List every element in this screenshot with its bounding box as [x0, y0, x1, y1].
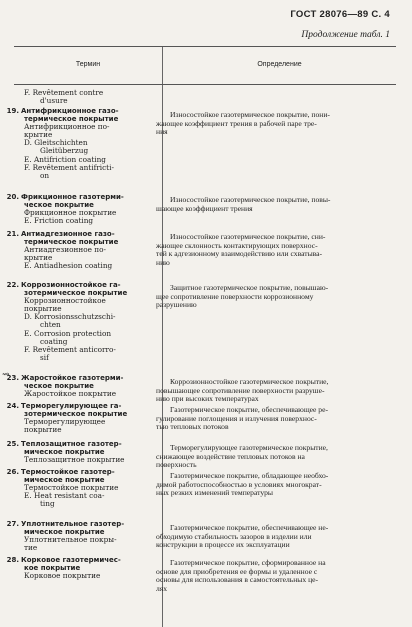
definition-line: лях: [156, 584, 168, 593]
term-line: [2, 164, 147, 172]
term-line: [2, 492, 147, 500]
term-line: [2, 123, 147, 131]
term-line: [2, 402, 147, 410]
definition-line: конструкции в процессе их эксплуатации: [156, 541, 290, 550]
definition-cell: [156, 284, 378, 310]
term-text: ческое покрытие: [24, 382, 94, 391]
term-line: [2, 520, 147, 528]
term-line: [2, 476, 147, 484]
term-line: [2, 289, 147, 297]
definition-line: Газотермическое покрытие, обладающее необхо-: [170, 472, 329, 480]
definition-line: гулирование поглощения и излучения поверхнос-: [156, 414, 317, 423]
term-text: термическое покрытие: [24, 115, 119, 124]
definition-line: шающее коэффициент трения: [156, 204, 253, 213]
term-number: 27.: [6, 520, 19, 528]
definition-line: повышающее сопротивление поверхности разруше-: [156, 386, 325, 395]
term-line: [2, 246, 147, 254]
term-number: 26.: [6, 468, 19, 476]
definition-line: жающее коэффициент трения в рабочей паре тре-: [156, 119, 317, 128]
term-number: 24.: [6, 402, 19, 410]
term-line: [2, 382, 147, 390]
term-text: термическое покрытие: [24, 238, 119, 247]
term-line: [2, 484, 147, 492]
definition-cell: [156, 444, 378, 470]
term-text: sif: [40, 353, 49, 362]
term-cell: [2, 556, 147, 580]
term-line: [2, 374, 147, 382]
table-continuation-label: Продолжение табл. 1: [301, 30, 390, 40]
term-line: [2, 440, 147, 448]
definition-line: нию: [156, 258, 170, 267]
term-text: крытие: [24, 131, 53, 140]
term-line: [2, 390, 147, 398]
term-line: [2, 115, 147, 123]
term-number: 20.: [6, 193, 19, 201]
term-number: 21.: [6, 230, 19, 238]
term-text: Фрикционное покрытие: [24, 209, 117, 218]
term-text: мическое покрытие: [24, 448, 105, 457]
term-cell: [2, 402, 147, 434]
term-line: [2, 556, 147, 564]
column-header-definition: Определение: [257, 61, 302, 68]
definition-line: тью тепловых потоков: [156, 423, 229, 432]
term-text: D. Gleitschichten: [24, 139, 88, 148]
column-header-terms: Термин: [75, 61, 101, 68]
term-text: F. Revêtement antifricti-: [24, 163, 114, 172]
term-text: Терморегулирующее га-: [21, 402, 122, 410]
term-line: [2, 321, 147, 329]
margin-mark: ⇝: [2, 370, 10, 380]
definition-line: ния: [156, 128, 168, 137]
term-number: 22.: [6, 281, 19, 289]
term-cell: [2, 520, 147, 552]
term-text: Gleitüberzug: [40, 147, 89, 156]
definition-line: обходимую стабильность зазоров в изделии или: [156, 532, 312, 541]
term-line: [2, 410, 147, 418]
term-text: Термостойкое покрытие: [24, 484, 119, 493]
term-number: 19.: [6, 107, 19, 115]
term-line: [2, 354, 147, 362]
term-text: Теплозащитное газотер-: [21, 440, 122, 448]
term-text: крытие: [24, 254, 53, 263]
term-text: E. Antifriction coating: [24, 155, 106, 164]
term-line: [2, 448, 147, 456]
term-number: 28.: [6, 556, 19, 564]
term-number: 25.: [6, 440, 19, 448]
term-text: зотермическое покрытие: [24, 410, 128, 419]
term-line: [2, 544, 147, 552]
term-text: Корковое покрытие: [24, 572, 101, 581]
term-text: ting: [40, 500, 55, 509]
definition-cell: [156, 196, 378, 213]
term-line: [2, 254, 147, 262]
term-line: [2, 217, 147, 225]
term-line: [2, 107, 147, 115]
definition-line: основы для использования в самостоятельных це-: [156, 576, 319, 585]
term-text: ческое покрытие: [24, 201, 94, 210]
term-line: [2, 426, 147, 434]
definition-cell: [156, 111, 378, 137]
term-text: Антифрикционное газо-: [21, 107, 119, 115]
definition-line: ных резких изменений температуры: [156, 489, 274, 498]
term-line: [2, 139, 147, 147]
definition-line: Износостойкое газотермическое покрытие, повы-: [170, 196, 331, 204]
definition-line: Коррозионностойкое газотермическое покрытие,: [170, 378, 329, 386]
definition-line: Газотермическое покрытие, обеспечивающее не-: [170, 524, 329, 532]
term-line: [2, 313, 147, 321]
term-line: [2, 418, 147, 426]
term-text: Антиадгезионное по-: [24, 246, 106, 255]
term-text: coating: [40, 337, 68, 346]
definition-cell: [156, 233, 378, 267]
term-cell: [2, 230, 147, 270]
definition-line: нию при высоких температурах: [156, 395, 259, 404]
definition-line: Износостойкое газотермическое покрытие, сни-: [170, 233, 326, 241]
term-cell: [2, 89, 147, 105]
term-cell: [2, 374, 147, 398]
term-text: chten: [40, 321, 61, 330]
term-text: тие: [24, 544, 38, 553]
term-text: Антиадгезионное газо-: [21, 230, 115, 238]
term-line: [2, 89, 147, 97]
term-text: d'usure: [40, 97, 68, 106]
term-line: [2, 281, 147, 289]
term-text: Жаростойкое газотерми-: [21, 374, 124, 382]
term-line: [2, 564, 147, 572]
term-line: [2, 209, 147, 217]
term-line: [2, 131, 147, 139]
definition-line: Терморегулирующее газотермическое покрытие,: [170, 444, 328, 452]
term-text: D. Korrosionsschutzschi-: [24, 313, 116, 322]
term-text: мическое покрытие: [24, 476, 105, 485]
definition-cell: [156, 559, 378, 593]
page-header: ГОСТ 28076—89 С. 4: [290, 9, 390, 20]
term-cell: [2, 107, 147, 180]
definition-line: разрушению: [156, 301, 197, 310]
term-line: [2, 262, 147, 270]
term-text: Уплотнительное покры-: [24, 536, 117, 545]
definition-line: Износостойкое газотермическое покрытие, пони-: [170, 111, 330, 119]
term-text: Жаростойкое покрытие: [24, 390, 117, 399]
term-text: Термостойкое газотер-: [21, 468, 115, 476]
term-text: Терморегулирующее: [24, 418, 106, 427]
definition-line: Газотермическое покрытие, сформированное на: [170, 559, 326, 567]
term-line: [2, 500, 147, 508]
term-text: F. Revêtement anticorro-: [24, 345, 116, 354]
term-text: Корковое газотермичес-: [21, 556, 121, 564]
definition-line: жающее склонность контактирующих поверхнос-: [156, 241, 318, 250]
term-text: мическое покрытие: [24, 528, 105, 537]
term-text: покрытие: [24, 426, 62, 435]
definition-line: снижающее воздействие тепловых потоков на: [156, 452, 305, 461]
definition-cell: [156, 406, 378, 432]
definition-line: Защитное газотермическое покрытие, повышаю-: [170, 284, 329, 292]
definition-line: Газотермическое покрытие, обеспечивающее ре-: [170, 406, 329, 414]
term-cell: [2, 193, 147, 225]
definition-cell: [156, 524, 378, 550]
term-line: [2, 330, 147, 338]
term-line: [2, 338, 147, 346]
term-line: [2, 201, 147, 209]
term-text: Коррозионностойкое: [24, 297, 106, 306]
definition-line: основе для приобретения ее формы и удаленное с: [156, 567, 318, 576]
definition-cell: [156, 378, 378, 404]
term-line: [2, 156, 147, 164]
table-header-row: [14, 47, 396, 85]
term-line: [2, 193, 147, 201]
term-text: зотермическое покрытие: [24, 289, 128, 298]
term-text: Теплозащитное покрытие: [24, 456, 125, 465]
term-text: покрытие: [24, 305, 62, 314]
definition-line: щее сопротивление поверхности коррозионному: [156, 292, 314, 301]
definition-line: тей к адгезионному взаимодействию или схватыва-: [156, 250, 323, 259]
definition-cell: [156, 472, 378, 498]
term-line: [2, 456, 147, 464]
term-line: [2, 238, 147, 246]
term-cell: [2, 468, 147, 508]
term-number: 23.: [6, 374, 19, 382]
term-line: [2, 172, 147, 180]
term-text: Антифрикционное по-: [24, 123, 110, 132]
term-line: [2, 230, 147, 238]
term-text: F. Revêtement contre: [24, 89, 104, 97]
definition-line: поверхность: [156, 461, 197, 470]
term-line: [2, 572, 147, 580]
term-line: [2, 468, 147, 476]
term-line: [2, 97, 147, 105]
term-text: кое покрытие: [24, 564, 81, 573]
definition-line: димой работоспособностью в условиях многократ-: [156, 480, 322, 489]
term-text: Фрикционное газотерми-: [21, 193, 124, 201]
term-text: E. Corrosion protection: [24, 329, 112, 338]
term-text: Уплотнительное газотер-: [21, 520, 125, 528]
term-text: E. Heat resistant coa-: [24, 492, 105, 501]
term-line: [2, 297, 147, 305]
term-line: [2, 147, 147, 155]
term-cell: [2, 281, 147, 362]
term-line: [2, 528, 147, 536]
term-line: [2, 536, 147, 544]
term-text: on: [40, 171, 50, 180]
term-line: [2, 346, 147, 354]
term-text: E. Friction coating: [24, 217, 94, 226]
term-text: Коррозионностойкое га-: [21, 281, 121, 289]
term-cell: [2, 440, 147, 464]
term-line: [2, 305, 147, 313]
term-text: E. Antiadhesion coating: [24, 262, 113, 271]
